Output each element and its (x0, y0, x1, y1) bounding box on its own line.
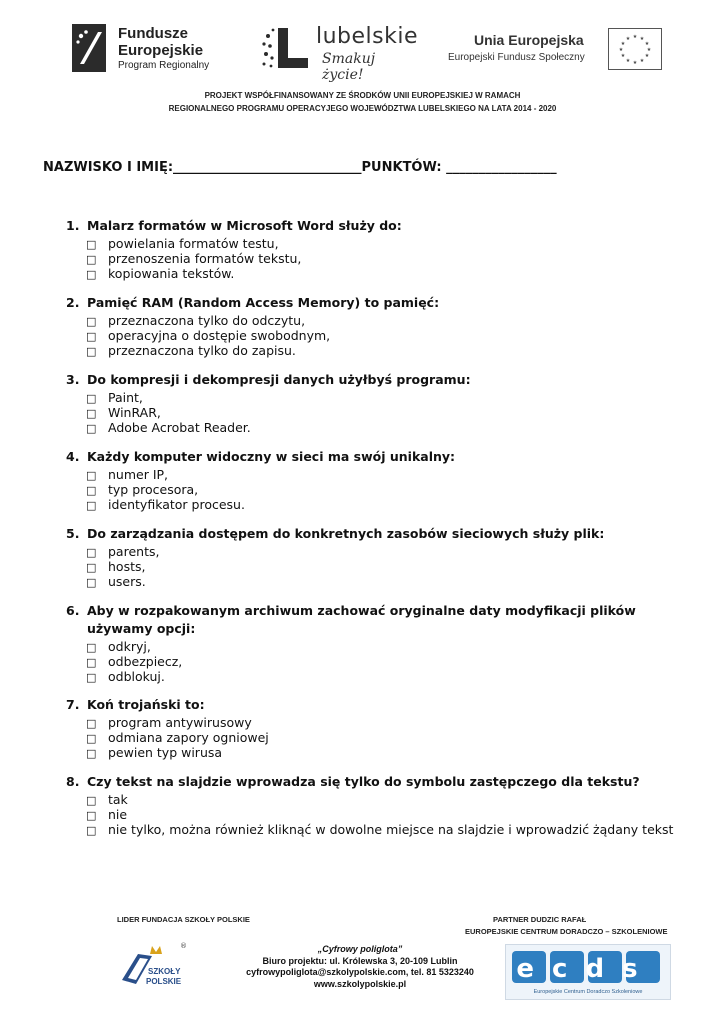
svg-text:★: ★ (644, 53, 650, 59)
answer-option[interactable] (86, 654, 182, 669)
question-4 (66, 449, 455, 464)
question-number: 5. (66, 526, 80, 541)
unia-europejska-logo (448, 30, 678, 72)
svg-text:★: ★ (646, 47, 652, 53)
question-7 (66, 697, 205, 712)
ue-logo-title: Unia Europejska (474, 32, 584, 48)
ecds-caption: Europejskie Centrum Doradczo Szkoleniowe (533, 989, 643, 995)
answer-option[interactable] (86, 236, 279, 251)
answer-option-label: kopiowania tekstów. (108, 266, 235, 281)
footer-project-name: „Cyfrowy poliglota” (317, 944, 403, 954)
question-number: 1. (66, 218, 80, 233)
answer-option-label: numer IP, (108, 467, 169, 482)
checkbox-icon[interactable]: □ (86, 345, 97, 358)
checkbox-icon[interactable]: □ (86, 561, 97, 574)
svg-text:★: ★ (620, 41, 626, 47)
answer-option-label: tak (108, 792, 128, 807)
svg-text:★: ★ (639, 58, 645, 64)
answer-option[interactable] (86, 390, 143, 405)
answer-option[interactable] (86, 715, 252, 730)
fe-logo-line2: Europejskie (118, 42, 204, 59)
question-number: 7. (66, 697, 80, 712)
checkbox-icon[interactable]: □ (86, 315, 97, 328)
footer-partner-line2: EUROPEJSKIE CENTRUM DORADCZO – SZKOLENIOWE (465, 927, 668, 936)
answer-option[interactable] (86, 266, 234, 281)
szkoly-polskie-mark-icon (112, 940, 192, 996)
sp-logo-line1: SZKOŁY (148, 967, 181, 976)
svg-text:★: ★ (625, 58, 631, 64)
answer-option-label: WinRAR, (108, 405, 161, 420)
checkbox-icon[interactable]: □ (86, 671, 97, 684)
ecds-logo (505, 944, 671, 1000)
answer-option[interactable] (86, 251, 301, 266)
fe-logo-mark-icon (72, 24, 106, 72)
answer-option-label: Adobe Acrobat Reader. (108, 420, 251, 435)
answer-option-label: przeznaczona tylko do zapisu. (108, 343, 296, 358)
checkbox-icon[interactable]: □ (86, 824, 97, 837)
answer-option-label: nie tylko, można również kliknąć w dowolne miejsce na slajdzie i wprowadzić żądany tekst (108, 822, 674, 837)
question-text: Czy tekst na slajdzie wprowadza się tylko do symbolu zastępczego dla tekstu? (87, 774, 640, 789)
question-6 (66, 603, 636, 618)
question-number: 8. (66, 774, 80, 789)
svg-text:★: ★ (620, 53, 626, 59)
fe-logo-line3: Program Regionalny (118, 60, 210, 71)
answer-option[interactable] (86, 792, 128, 807)
answer-option[interactable] (86, 730, 269, 745)
question-text: Pamięć RAM (Random Access Memory) to pamięć: (87, 295, 440, 310)
question-text: Aby w rozpakowanym archiwum zachować oryginalne daty modyfikacji plików (87, 603, 636, 618)
answer-option[interactable] (86, 822, 673, 837)
checkbox-icon[interactable]: □ (86, 576, 97, 589)
answer-option-label: typ procesora, (108, 482, 199, 497)
eu-flag-icon (608, 28, 662, 70)
question-number: 6. (66, 603, 80, 618)
checkbox-icon[interactable]: □ (86, 747, 97, 760)
checkbox-icon[interactable]: □ (86, 238, 97, 251)
lubelskie-logo-slogan: Smakuj życie! (322, 51, 376, 83)
checkbox-icon[interactable]: □ (86, 717, 97, 730)
ecds-letters: ecds (516, 954, 656, 984)
answer-option[interactable] (86, 482, 198, 497)
project-header-line2: REGIONALNEGO PROGRAMU OPERACYJEGO WOJEWÓDZTWA LUBELSKIEGO NA LATA 2014 - 2020 (168, 104, 557, 113)
footer-contact (220, 944, 500, 990)
answer-option-label: pewien typ wirusa (108, 745, 223, 760)
fundusze-europejskie-logo (72, 22, 232, 74)
answer-option-label: przenoszenia formatów tekstu, (108, 251, 302, 266)
svg-text:★: ★ (632, 60, 638, 66)
fe-logo-line1: Fundusze (118, 25, 188, 42)
question-text: Do kompresji i dekompresji danych użyłbyś programu: (87, 372, 471, 387)
sp-logo-reg: ® (180, 942, 187, 950)
answer-option[interactable] (86, 328, 330, 343)
question-2 (66, 295, 439, 310)
checkbox-icon[interactable]: □ (86, 422, 97, 435)
question-8 (66, 774, 640, 789)
svg-text:★: ★ (639, 36, 645, 42)
question-number: 3. (66, 372, 80, 387)
answer-option[interactable] (86, 343, 296, 358)
footer-partner-line1: PARTNER DUDZIC RAFAŁ (493, 915, 587, 924)
answer-option-label: odblokuj. (108, 669, 165, 684)
answer-option-label: powielania formatów testu, (108, 236, 279, 251)
answer-option[interactable] (86, 669, 165, 684)
answer-option-label: Paint, (108, 390, 143, 405)
svg-text:★: ★ (625, 36, 631, 42)
answer-option[interactable] (86, 574, 146, 589)
svg-text:★: ★ (632, 34, 638, 40)
footer-office: Biuro projektu: ul. Królewska 3, 20-109 Lublin (262, 955, 458, 966)
checkbox-icon[interactable]: □ (86, 641, 97, 654)
answer-option[interactable] (86, 807, 127, 822)
checkbox-icon[interactable]: □ (86, 407, 97, 420)
checkbox-icon[interactable]: □ (86, 392, 97, 405)
answer-option[interactable] (86, 497, 245, 512)
ue-logo-subtitle: Europejski Fundusz Społeczny (448, 52, 585, 63)
answer-option-label: odbezpiecz, (108, 654, 183, 669)
svg-text:★: ★ (618, 47, 624, 53)
checkbox-icon[interactable]: □ (86, 484, 97, 497)
szkoly-polskie-logo (112, 940, 192, 996)
lubelskie-logo-name: lubelskie (316, 24, 419, 49)
answer-option-label: program antywirusowy (108, 715, 252, 730)
answer-option-label: operacyjna o dostępie swobodnym, (108, 328, 331, 343)
answer-option-label: parents, (108, 544, 160, 559)
lubelskie-logo-mark-icon (260, 24, 312, 72)
checkbox-icon[interactable]: □ (86, 794, 97, 807)
answer-option[interactable] (86, 467, 168, 482)
answer-option-label: users. (108, 574, 146, 589)
answer-option[interactable] (86, 745, 222, 760)
checkbox-icon[interactable]: □ (86, 253, 97, 266)
project-header-line1: PROJEKT WSPÓŁFINANSOWANY ZE ŚRODKÓW UNII EUROPEJSKIEJ W RAMACH (204, 91, 521, 100)
answer-option-label: hosts, (108, 559, 146, 574)
name-points-line: NAZWISKO I IMIĘ:_____________________________PUNKTÓW: _________________ (43, 160, 557, 175)
checkbox-icon[interactable]: □ (86, 546, 97, 559)
question-text: Koń trojański to: (87, 697, 205, 712)
ecds-logo-mark-icon (506, 945, 670, 999)
checkbox-icon[interactable]: □ (86, 469, 97, 482)
answer-option[interactable] (86, 639, 151, 654)
footer-leader: LIDER FUNDACJA SZKOŁY POLSKIE (117, 915, 250, 924)
answer-option-label: nie (108, 807, 128, 822)
answer-option-label: przeznaczona tylko do odczytu, (108, 313, 306, 328)
footer-contact-line: cyfrowypoliglota@szkolypolskie.com, tel. 81 5323240 (246, 967, 474, 977)
checkbox-icon[interactable]: □ (86, 732, 97, 745)
checkbox-icon[interactable]: □ (86, 809, 97, 822)
question-text-continued: używamy opcji: (87, 621, 196, 636)
svg-text:★: ★ (644, 41, 650, 47)
question-text: Do zarządzania dostępem do konkretnych zasobów sieciowych służy plik: (87, 526, 605, 541)
checkbox-icon[interactable]: □ (86, 499, 97, 512)
question-text: Każdy komputer widoczny w sieci ma swój unikalny: (87, 449, 456, 464)
question-5 (66, 526, 604, 541)
question-text: Malarz formatów w Microsoft Word służy do: (87, 218, 402, 233)
answer-option[interactable] (86, 559, 145, 574)
checkbox-icon[interactable]: □ (86, 268, 97, 281)
question-1 (66, 218, 402, 233)
answer-option-label: odmiana zapory ogniowej (108, 730, 269, 745)
checkbox-icon[interactable]: □ (86, 656, 97, 669)
question-number: 2. (66, 295, 80, 310)
footer-www: www.szkolypolskie.pl (313, 978, 407, 989)
sp-logo-line2: POLSKIE (146, 977, 182, 986)
question-number: 4. (66, 449, 80, 464)
answer-option[interactable] (86, 313, 305, 328)
answer-option-label: odkryj, (108, 639, 151, 654)
answer-option[interactable] (86, 420, 251, 435)
answer-option[interactable] (86, 544, 159, 559)
answer-option[interactable] (86, 405, 161, 420)
lubelskie-logo (260, 24, 420, 83)
answer-option-label: identyfikator procesu. (108, 497, 245, 512)
checkbox-icon[interactable]: □ (86, 330, 97, 343)
question-3 (66, 372, 471, 387)
